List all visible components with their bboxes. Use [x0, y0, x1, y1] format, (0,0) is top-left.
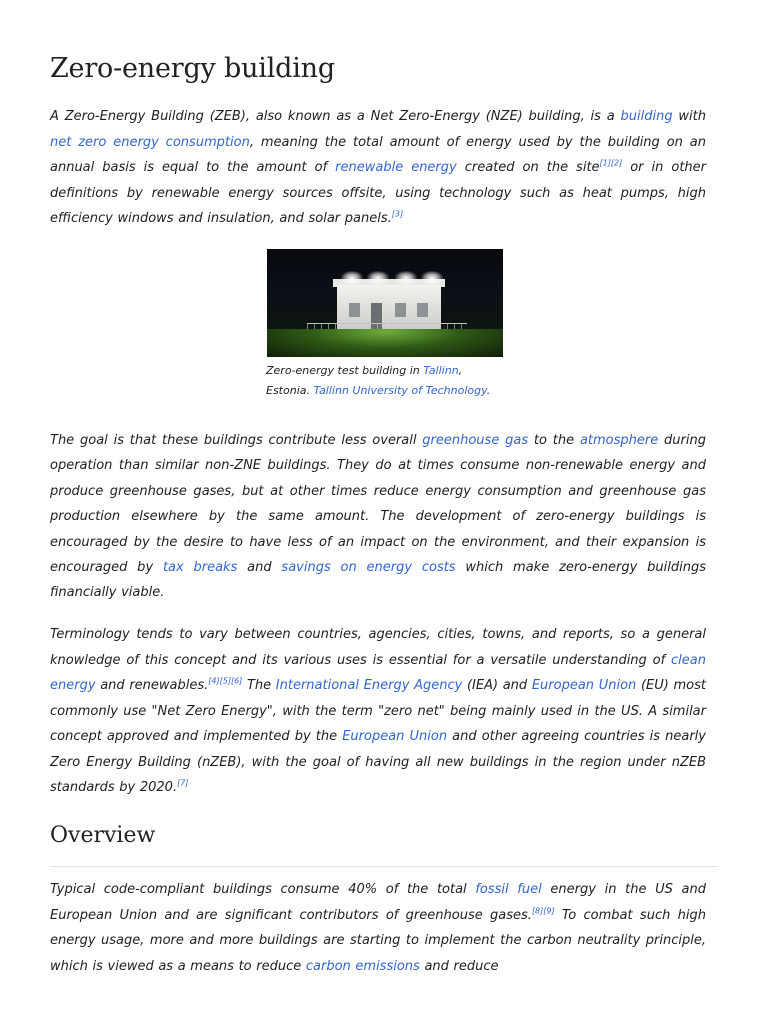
zero-energy-building-photo[interactable]: [267, 249, 503, 357]
window-shape: [349, 303, 360, 317]
lamp-light: [395, 271, 417, 285]
text-span: and renewables.: [95, 678, 209, 693]
terminology-paragraph: [50, 622, 706, 801]
text-span: and other agreeing countries is nearly Zero Energy Building (nZEB), with the goal of having all new buildings in the region under nZEB standards by 2020.: [50, 729, 706, 795]
link-atmosphere[interactable]: atmosphere: [579, 433, 659, 448]
page-title: Zero-energy building: [50, 53, 335, 84]
link-tallinn-university-of-technology[interactable]: Tallinn University of Technology: [313, 383, 487, 397]
text-span: The goal is that these buildings contribute less overall: [50, 433, 423, 448]
link-international-energy-agency[interactable]: International Energy Agency: [275, 678, 463, 693]
reference-7[interactable]: [7]: [177, 778, 189, 788]
text-span: Zero-energy test building in: [266, 364, 424, 377]
overview-paragraph: [50, 877, 706, 980]
text-span: The: [242, 678, 276, 693]
intro-paragraph: [50, 104, 706, 232]
text-span: or in other definitions by renewable energy sources offsite, using technology such as heat pumps, high efficiency windows and insulation, and solar panels.: [50, 160, 706, 226]
text-span: which make zero-energy buildings financially viable.: [50, 560, 706, 601]
heading-divider: [50, 866, 718, 867]
text-span: A Zero-Energy Building (ZEB), also known as a Net Zero-Energy (NZE) building, is a: [50, 109, 621, 124]
link-net-zero-energy-consumption[interactable]: net zero energy consumption: [50, 134, 250, 150]
text-span: Typical code-compliant buildings consume 40% of the total: [50, 882, 476, 897]
link-greenhouse-gas[interactable]: greenhouse gas: [422, 433, 529, 448]
link-tax-breaks[interactable]: tax breaks: [162, 560, 238, 576]
goal-paragraph: [50, 428, 706, 606]
link-fossil-fuel[interactable]: fossil fuel: [475, 882, 542, 897]
link-european-union[interactable]: European Union: [342, 729, 448, 744]
text-span: and reduce: [419, 959, 499, 975]
lamp-light: [341, 271, 363, 285]
reference-8-9[interactable]: [8][9]: [531, 906, 555, 916]
text-span: Terminology tends to vary between countries, agencies, cities, towns, and reports, so a general knowledge of this concept and its various uses is essential for a versatile understanding of: [50, 627, 706, 668]
text-span: with: [672, 109, 707, 124]
reference-1-2[interactable]: [1][2]: [599, 158, 623, 168]
text-span: created on the site: [456, 160, 600, 175]
window-shape: [395, 303, 406, 317]
lamp-light: [367, 271, 389, 285]
text-span: , meaning the total amount of energy used by the building on an annual basis is equal to the amount of: [50, 134, 706, 175]
link-carbon-emissions[interactable]: carbon emissions: [305, 959, 420, 975]
text-span: , Estonia.: [266, 364, 463, 397]
text-span: to the: [528, 433, 580, 448]
link-tallinn[interactable]: Tallinn: [423, 364, 459, 377]
text-span: To combat such high energy usage, more and more buildings are starting to implement the carbon neutrality principle, which is viewed as a means to reduce: [50, 907, 706, 975]
section-heading-overview: Overview: [50, 823, 156, 848]
text-span: (IEA) and: [462, 678, 532, 693]
reference-3[interactable]: [3]: [391, 209, 404, 219]
reference-4-6[interactable]: [4][5][6]: [208, 676, 243, 686]
link-building[interactable]: building: [620, 109, 673, 124]
link-savings-on-energy-costs[interactable]: savings on energy costs: [281, 560, 456, 576]
link-clean-energy[interactable]: clean energy: [50, 652, 706, 693]
link-european-union[interactable]: European Union: [531, 678, 637, 693]
text-span: energy in the US and European Union and are significant contributors of greenhouse gases.: [50, 882, 706, 923]
text-span: during operation than similar non-ZNE buildings. They do at times consume non-renewable energy and produce greenhouse gases, but at other times reduce energy consumption and greenhouse gas production elsewhere by the same amount. The development of zero-energy buildings is encouraged by the desire to have less of an impact on the environment, and their expansion is encouraged by: [50, 433, 706, 576]
text-span: .: [486, 383, 491, 397]
figure-caption: [266, 361, 502, 400]
window-shape: [417, 303, 428, 317]
lamp-light: [421, 271, 443, 285]
text-span: and: [237, 560, 282, 576]
link-renewable-energy[interactable]: renewable energy: [335, 160, 457, 175]
text-span: (EU) most commonly use "Net Zero Energy", with the term "zero net" being mainly used in the US. A similar concept approved and implemented by the: [50, 678, 706, 744]
lawn-shape: [267, 329, 503, 357]
